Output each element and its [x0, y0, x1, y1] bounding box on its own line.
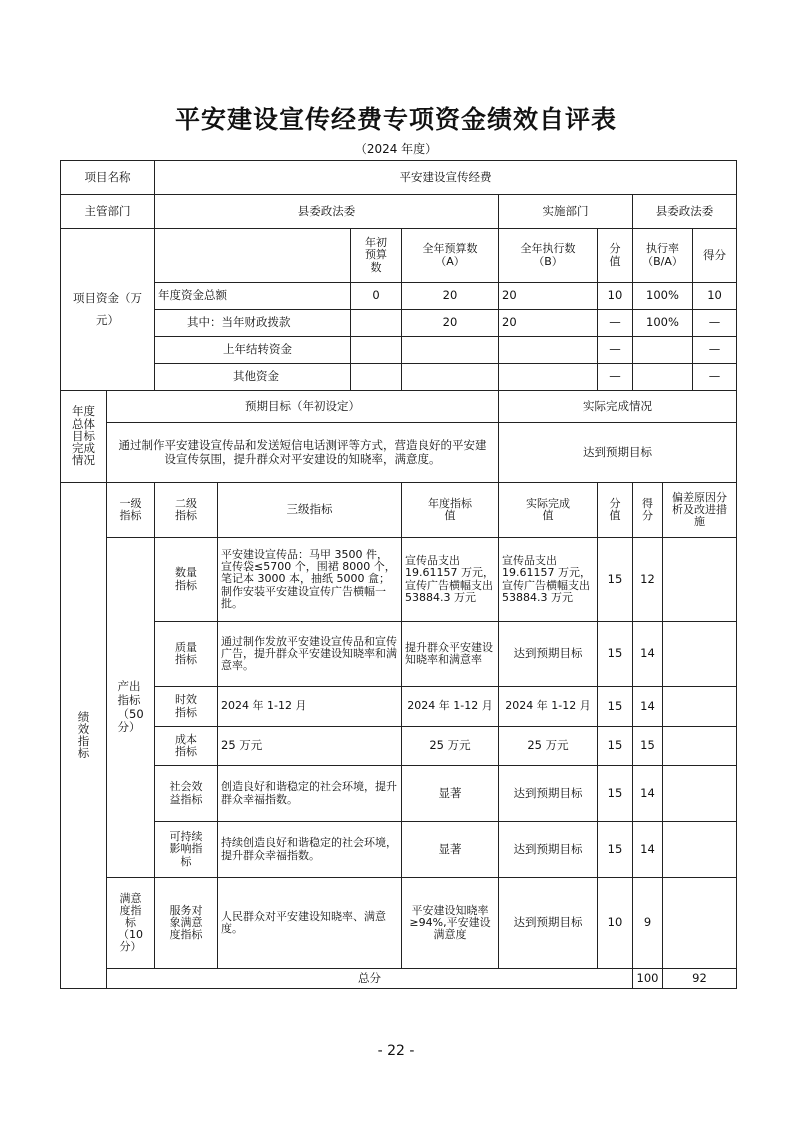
dept-label: 主管部门 [61, 195, 155, 229]
funds-row-exec: 20 [499, 310, 598, 337]
funds-row-rate: 100% [633, 310, 693, 337]
goal-label: 年度总体目标完成情况 [61, 391, 107, 483]
perf-header-note: 偏差原因分析及改进措施 [663, 483, 737, 538]
funds-row-score: 10 [693, 283, 737, 310]
perf-row-l3: 人民群众对平安建设知晓率、满意度。 [218, 878, 402, 969]
perf-row-target: 提升群众平安建设知晓率和满意率 [402, 622, 499, 687]
total-score: 92 [663, 969, 737, 989]
total-row [61, 969, 737, 989]
perf-row [61, 622, 737, 687]
funds-row-rate [633, 364, 693, 391]
perf-row-l3: 持续创造良好和谐稳定的社会环境，提升群众幸福指数。 [218, 822, 402, 878]
perf-row [61, 822, 737, 878]
page-subtitle: （2024 年度） [354, 142, 438, 156]
perf-row-actual: 达到预期目标 [499, 822, 598, 878]
goal-expected: 通过制作平安建设宣传品和发送短信电话测评等方式，营造良好的平安建设宣传氛围，提升群众对平安建设的知晓率，满意度。 [107, 423, 499, 483]
funds-row-exec: 20 [499, 283, 598, 310]
perf-row-l2: 社会效益指标 [155, 766, 218, 822]
funds-header-init: 年初预算数 [351, 229, 402, 283]
funds-row-rate: 100% [633, 283, 693, 310]
page-number: - 22 - [377, 1043, 415, 1059]
perf-row-val: 15 [598, 822, 633, 878]
page-title: 平安建设宣传经费专项资金绩效自评表 [174, 105, 617, 134]
goal-table [60, 390, 737, 483]
perf-header-l3: 三级指标 [218, 483, 402, 538]
perf-row-l2: 时效指标 [155, 687, 218, 727]
perf-row-target: 平安建设知晓率≥94%,平安建设满意度 [402, 878, 499, 969]
perf-row-l2: 质量指标 [155, 622, 218, 687]
funds-header-exec: 全年执行数（B） [499, 229, 598, 283]
perf-row-val: 10 [598, 878, 633, 969]
funds-row-score-val: — [598, 337, 633, 364]
funds-row-score-val: — [598, 310, 633, 337]
funds-row-name: 上年结转资金 [155, 337, 351, 364]
funds-header-score: 得分 [693, 229, 737, 283]
funds-header-blank [155, 229, 351, 283]
perf-row-l2: 成本指标 [155, 727, 218, 766]
funds-row [61, 310, 737, 337]
goal-actual: 达到预期目标 [499, 423, 737, 483]
perf-row-note [663, 822, 737, 878]
perf-header-val: 分值 [598, 483, 633, 538]
funds-header-score-val: 分值 [598, 229, 633, 283]
perf-row-l2: 服务对象满意度指标 [155, 878, 218, 969]
funds-row [61, 364, 737, 391]
perf-row-l2: 可持续影响指标 [155, 822, 218, 878]
perf-row-val: 15 [598, 622, 633, 687]
funds-row-exec [499, 364, 598, 391]
perf-row-l3: 25 万元 [218, 727, 402, 766]
impl-label: 实施部门 [499, 195, 633, 229]
perf-row-actual: 宣传品支出 19.61157 万元，宣传广告横幅支出 53884.3 万元 [499, 538, 598, 622]
perf-row-val: 15 [598, 766, 633, 822]
total-val: 100 [633, 969, 663, 989]
funds-row-score: — [693, 364, 737, 391]
perf-row-l3: 平安建设宣传品：马甲 3500 件，宣传袋≤5700 个，围裙 8000 个，笔记本 3000 本，抽纸 5000 盒；制作安装平安建设宣传广告横幅一批。 [218, 538, 402, 622]
perf-row-score: 15 [633, 727, 663, 766]
funds-row [61, 337, 737, 364]
project-name: 平安建设宣传经费 [155, 161, 737, 195]
funds-row-name: 其他资金 [155, 364, 351, 391]
perf-row-note [663, 878, 737, 969]
perf-row-target: 显著 [402, 766, 499, 822]
goal-actual-header: 实际完成情况 [499, 391, 737, 423]
perf-row-score: 9 [633, 878, 663, 969]
project-name-label: 项目名称 [61, 161, 155, 195]
funds-row [61, 283, 737, 310]
perf-header-actual: 实际完成值 [499, 483, 598, 538]
perf-row [61, 538, 737, 622]
funds-label: 项目资金（万元） [61, 229, 155, 391]
perf-header-l2: 二级指标 [155, 483, 218, 538]
perf-row-target: 显著 [402, 822, 499, 878]
funds-row-init [351, 364, 402, 391]
funds-row-rate [633, 337, 693, 364]
perf-row-actual: 达到预期目标 [499, 766, 598, 822]
perf-row [61, 687, 737, 727]
perf-row-actual: 达到预期目标 [499, 622, 598, 687]
perf-row-score: 14 [633, 687, 663, 727]
perf-table [60, 482, 737, 989]
funds-row-score-val: — [598, 364, 633, 391]
total-label: 总分 [107, 969, 633, 989]
perf-row [61, 727, 737, 766]
perf-row-target: 25 万元 [402, 727, 499, 766]
perf-label: 绩效指标 [61, 483, 107, 989]
perf-row-val: 15 [598, 727, 633, 766]
dept-value: 县委政法委 [155, 195, 499, 229]
goal-expected-header: 预期目标（年初设定） [107, 391, 499, 423]
perf-row-actual: 2024 年 1-12 月 [499, 687, 598, 727]
funds-row-score-val: 10 [598, 283, 633, 310]
perf-row-note [663, 538, 737, 622]
perf-row-target: 2024 年 1-12 月 [402, 687, 499, 727]
perf-row-l3: 2024 年 1-12 月 [218, 687, 402, 727]
funds-row-budget [402, 364, 499, 391]
funds-row-score: — [693, 310, 737, 337]
perf-row-note [663, 687, 737, 727]
basic-info-table [60, 160, 737, 391]
perf-row-score: 14 [633, 622, 663, 687]
funds-row-score: — [693, 337, 737, 364]
funds-header-rate: 执行率（B/A） [633, 229, 693, 283]
perf-row [61, 878, 737, 969]
funds-row-name: 年度资金总额 [155, 283, 351, 310]
funds-row-budget: 20 [402, 283, 499, 310]
perf-row-l3: 创造良好和谐稳定的社会环境，提升群众幸福指数。 [218, 766, 402, 822]
perf-row-score: 14 [633, 766, 663, 822]
perf-row-note [663, 622, 737, 687]
funds-row-budget: 20 [402, 310, 499, 337]
perf-row-note [663, 766, 737, 822]
perf-row-val: 15 [598, 687, 633, 727]
perf-row-l3: 通过制作发放平安建设宣传品和宣传广告，提升群众平安建设知晓率和满意率。 [218, 622, 402, 687]
funds-row-init [351, 310, 402, 337]
perf-row-l2: 数量指标 [155, 538, 218, 622]
perf-row-actual: 达到预期目标 [499, 878, 598, 969]
funds-row-budget [402, 337, 499, 364]
perf-group-satisfaction: 满意度指标（10分） [107, 878, 155, 969]
perf-group-output: 产出指标（50分） [107, 538, 155, 878]
funds-row-init [351, 337, 402, 364]
perf-header-l1: 一级指标 [107, 483, 155, 538]
funds-row-exec [499, 337, 598, 364]
perf-row-actual: 25 万元 [499, 727, 598, 766]
funds-row-init: 0 [351, 283, 402, 310]
perf-header-score: 得分 [633, 483, 663, 538]
perf-row-val: 15 [598, 538, 633, 622]
funds-row-name: 其中：当年财政拨款 [155, 310, 351, 337]
perf-row-note [663, 727, 737, 766]
funds-header-budget: 全年预算数（A） [402, 229, 499, 283]
perf-header-target: 年度指标值 [402, 483, 499, 538]
perf-row-target: 宣传品支出 19.61157 万元，宣传广告横幅支出 53884.3 万元 [402, 538, 499, 622]
perf-row [61, 766, 737, 822]
perf-row-score: 14 [633, 822, 663, 878]
perf-row-score: 12 [633, 538, 663, 622]
impl-value: 县委政法委 [633, 195, 737, 229]
